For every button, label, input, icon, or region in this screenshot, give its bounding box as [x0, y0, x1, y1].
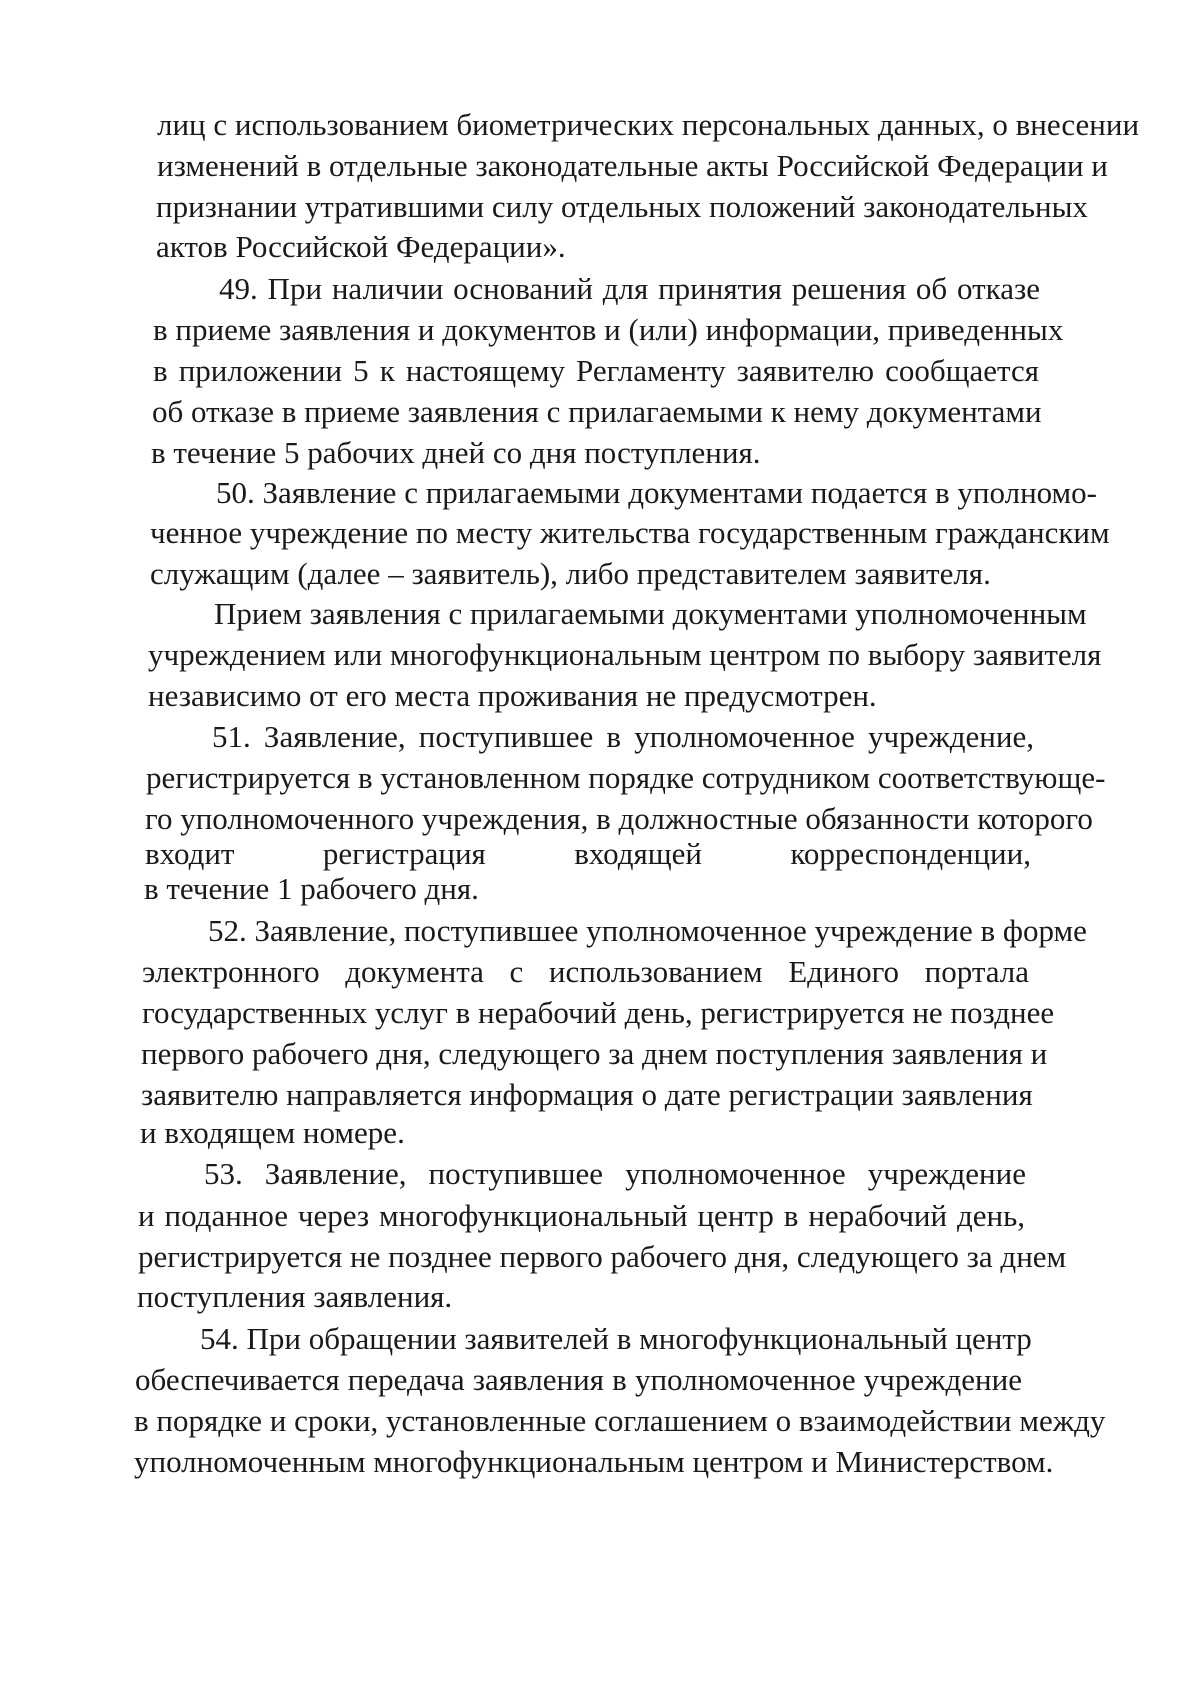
text-line: учреждением или многофункциональным центром по выбору заявителя	[148, 637, 1102, 672]
text-line: признании утратившими силу отдельных положений законодательных	[156, 189, 1088, 224]
paragraph-49-line: 49. При наличии оснований для принятия решения об отказе	[219, 271, 1040, 306]
text-line: в течение 5 рабочих дней со дня поступления.	[151, 435, 761, 470]
text-line: ченное учреждение по месту жительства государственным гражданским	[150, 515, 1110, 550]
text-line: изменений в отдельные законодательные акты Российской Федерации и	[157, 148, 1108, 183]
text-line: го уполномоченного учреждения, в должностные обязанности которого	[145, 801, 1093, 836]
text-line: независимо от его места проживания не предусмотрен.	[148, 678, 877, 713]
text-line: государственных услуг в нерабочий день, регистрируется не позднее	[142, 995, 1055, 1030]
text-line: служащим (далее – заявитель), либо представителем заявителя.	[150, 556, 991, 591]
paragraph-54-line: 54. При обращении заявителей в многофункциональный центр	[200, 1321, 1032, 1356]
text-line: регистрируется не позднее первого рабочего дня, следующего за днем	[138, 1239, 1067, 1274]
text-line: в приложении 5 к настоящему Регламенту заявителю сообщается	[153, 353, 1039, 388]
text-line: заявителю направляется информация о дате регистрации заявления	[141, 1077, 1033, 1112]
paragraph-52-line: 52. Заявление, поступившее уполномоченное учреждение в форме	[208, 913, 1087, 948]
text-line: поступления заявления.	[137, 1279, 453, 1314]
text-line: первого рабочего дня, следующего за днем поступления заявления и	[141, 1036, 1048, 1071]
text-line: в приеме заявления и документов и (или) информации, приведенных	[153, 312, 1064, 347]
text-line: уполномоченным многофункциональным центром и Министерством.	[134, 1444, 1054, 1479]
text-line: в порядке и сроки, установленные соглашением о взаимодействии между	[134, 1403, 1106, 1438]
text-line: обеспечивается передача заявления в уполномоченное учреждение	[135, 1362, 1022, 1397]
paragraph-53-line: 53. Заявление, поступившее уполномоченное учреждение	[204, 1156, 1026, 1191]
text-line: актов Российской Федерации».	[156, 229, 566, 264]
paragraph-50-line: 50. Заявление с прилагаемыми документами подается в уполномо-	[216, 475, 1098, 510]
text-line: об отказе в приеме заявления с прилагаемыми к нему документами	[152, 394, 1042, 429]
text-line: электронного документа с использованием Единого портала	[142, 954, 1029, 989]
paragraph-51-line: 51. Заявление, поступившее в уполномоченное учреждение,	[212, 719, 1034, 754]
text-line: лиц с использованием биометрических персональных данных, о внесении	[157, 107, 1140, 142]
text-line: регистрируется в установленном порядке сотрудником соответствующе-	[146, 760, 1106, 795]
text-line: в течение 1 рабочего дня.	[144, 871, 479, 906]
text-line: и поданное через многофункциональный центр в нерабочий день,	[138, 1198, 1025, 1233]
text-line: входит регистрация входящей корреспонденции,	[145, 836, 1031, 871]
text-line: Прием заявления с прилагаемыми документами уполномоченным	[214, 596, 1087, 631]
text-line: и входящем номере.	[140, 1115, 405, 1150]
